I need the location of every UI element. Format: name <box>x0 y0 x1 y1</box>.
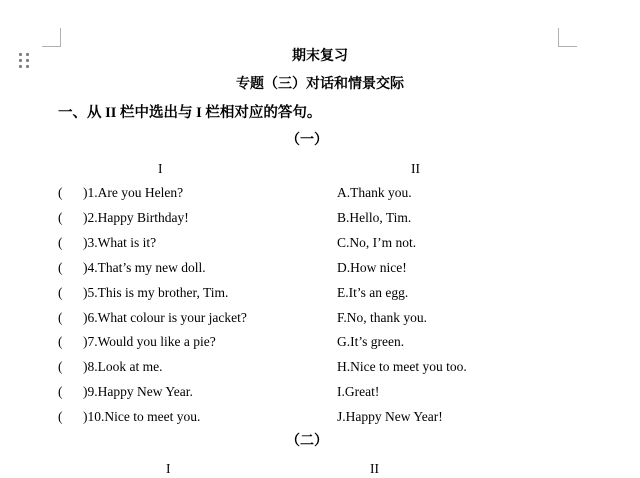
answer-blank-open-paren[interactable]: ( <box>58 284 63 300</box>
answer-option-text: A.Thank you. <box>337 185 412 200</box>
section-heading-2: （二） <box>286 434 328 449</box>
answer-option-text: F.No, thank you. <box>337 309 428 325</box>
answer-option-text: G.It’s green. <box>337 334 405 350</box>
match-row <box>0 258 640 278</box>
match-row <box>0 308 640 328</box>
answer-blank-open-paren[interactable]: ( <box>58 334 63 350</box>
answer-blank-open-paren[interactable]: ( <box>58 409 63 425</box>
match-row <box>0 233 640 253</box>
question-text: )6.What colour is your jacket? <box>83 309 247 325</box>
document-subtitle: 专题（三）对话和情景交际 <box>236 77 404 92</box>
answer-option-text: I.Great! <box>337 384 380 400</box>
question-text: )2.Happy Birthday! <box>83 209 189 225</box>
answer-option-text: B.Hello, Tim. <box>337 209 412 225</box>
answer-blank-open-paren[interactable]: ( <box>58 384 63 400</box>
match-row <box>0 407 640 427</box>
match-row <box>0 283 640 303</box>
match-row <box>0 183 640 203</box>
answer-blank-open-paren[interactable]: ( <box>58 359 63 375</box>
section-heading-1: （一） <box>286 133 328 148</box>
answer-blank-open-paren[interactable]: ( <box>58 234 63 250</box>
column-i-header: I <box>158 161 163 176</box>
instruction-heading: 一、从 II 栏中选出与 I 栏相对应的答句。 <box>58 105 322 121</box>
crop-mark-top-left <box>42 28 61 47</box>
question-text: )10.Nice to meet you. <box>83 409 201 425</box>
column-i-header-2: I <box>166 461 171 476</box>
answer-blank-open-paren[interactable]: ( <box>58 185 63 200</box>
document-title: 期末复习 <box>292 49 348 64</box>
match-row <box>0 357 640 377</box>
answer-blank-open-paren[interactable]: ( <box>58 209 63 225</box>
answer-option-text: C.No, I’m not. <box>337 234 417 250</box>
answer-blank-open-paren[interactable]: ( <box>58 309 63 325</box>
question-text: )1.Are you Helen? <box>83 185 184 200</box>
answer-blank-open-paren[interactable]: ( <box>58 259 63 275</box>
question-text: )8.Look at me. <box>83 359 163 375</box>
answer-option-text: H.Nice to meet you too. <box>337 359 467 375</box>
match-row <box>0 208 640 228</box>
crop-mark-top-right <box>558 28 577 47</box>
question-text: )9.Happy New Year. <box>83 384 193 400</box>
answer-option-text: D.How nice! <box>337 259 407 275</box>
question-text: )5.This is my brother, Tim. <box>83 284 229 300</box>
column-ii-header-2: II <box>370 461 379 476</box>
match-row <box>0 332 640 352</box>
match-row <box>0 382 640 402</box>
column-ii-header: II <box>411 161 420 176</box>
answer-option-text: E.It’s an egg. <box>337 284 409 300</box>
question-text: )7.Would you like a pie? <box>83 334 216 350</box>
question-text: )4.That’s my new doll. <box>83 259 206 275</box>
answer-option-text: J.Happy New Year! <box>337 409 443 425</box>
question-text: )3.What is it? <box>83 234 157 250</box>
